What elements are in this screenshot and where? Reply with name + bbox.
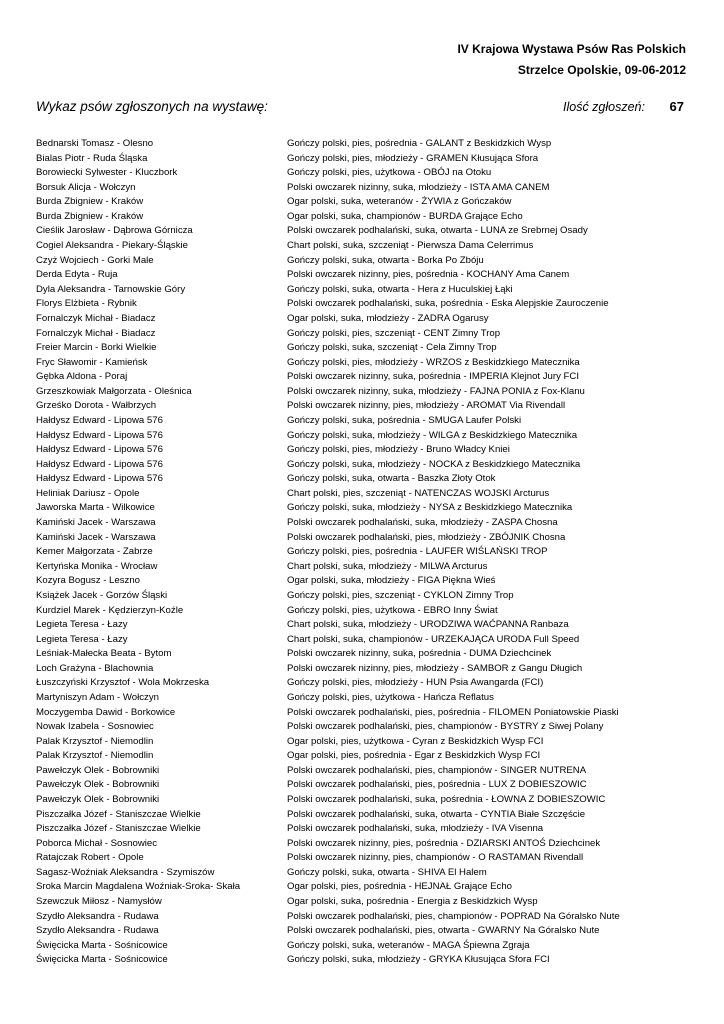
list-item [36,224,696,239]
owner-name: Bednarski Tomasz - Olesno [36,138,154,149]
list-item [36,399,696,414]
dog-entry: Ogar polski, suka, młodzieży - ZADRA Ogarusy [287,312,489,324]
owner-name: Gębka Aldona - Poraj [36,371,128,383]
list-item [36,822,696,837]
owner-name: Palak Krzysztof - Niemodlin [36,735,154,747]
dog-entry: Polski owczarek nizinny, pies, młodzieży - AROMAT Via Rivendall [287,400,566,412]
dog-entry: Chart polski, suka, championów - URZEKAJĄCA URODA Full Speed [287,633,580,645]
list-item [36,458,696,473]
list-item [36,574,696,589]
list-item [36,953,696,968]
dog-entry: Polski owczarek podhalański, pies, otwarta - GWARNY Na Góralsko Nute [287,925,600,937]
list-item [36,370,696,385]
list-item [36,195,696,210]
owner-name: Kamiński Jacek - Warszawa [36,531,156,543]
dog-entry: Gończy polski, pies, pośrednia - LAUFER WIŚLAŃSKI TROP [287,546,548,558]
dog-entry: Gończy polski, suka, młodzieży - NOCKA z Beskidzkiego Matecznika [287,458,581,470]
dog-entry: Polski owczarek podhalański, pies, championów - BYSTRY z Siwej Polany [287,721,604,733]
owner-name: Burda Zbigniew - Kraków [36,196,144,208]
owner-name: Hałdysz Edward - Lipowa 576 [36,414,163,426]
owner-name: Hałdysz Edward - Lipowa 576 [36,473,163,485]
owner-name: Grześko Dorota - Wałbrzych [36,400,157,412]
list-item [36,691,696,706]
dog-entry: Gończy polski, suka, otwarta - Baszka Złoty Otok [287,473,496,485]
owner-name: Borsuk Alicja - Wołczyn [36,181,136,193]
dog-entry: Gończy polski, pies, młodzieży - WRZOS z Beskidzkiego Matecznika [287,356,580,368]
entries-count-value: 67 [669,99,684,114]
dog-entry: Gończy polski, pies, młodzieży - Bruno Władcy Kniei [287,444,510,456]
dog-entry: Gończy polski, suka, weteranów - MAGA Śpiewna Zgraja [287,939,530,951]
owner-name: Święcicka Marta - Sośnicowice [36,939,168,951]
list-item [36,385,696,400]
owner-name: Ratajczak Robert - Opole [36,852,144,864]
list-item [36,181,696,196]
dog-entry: Polski owczarek nizinny, suka, pośrednia - IMPERIA Klejnot Jury FCI [287,371,580,383]
list-item [36,924,696,939]
dog-entry: Ogar polski, pies, użytkowa - Cyran z Beskidzkich Wysp FCI [287,735,544,747]
dog-entry: Polski owczarek podhalański, pies, championów - POPRAD Na Góralsko Nute [287,910,620,922]
owner-name: Fryc Sławomir - Kamieńsk [36,356,148,368]
owner-name: Czyż Wojciech - Gorki Male [36,254,154,266]
dog-entry: Chart polski, pies, szczeniąt - NATENCZAS WOJSKI Arcturus [287,487,550,499]
list-item [36,880,696,895]
list-item [36,210,696,225]
owner-name: Kozyra Bogusz - Leszno [36,575,140,587]
list-item [36,254,696,269]
dog-entry: Ogar polski, suka, młodzieży - FIGA Piękna Wieś [287,575,496,587]
list-item [36,676,696,691]
dog-entry: Ogar polski, suka, weteranów - ŻYWIA z Gończaków [287,196,512,208]
list-item [36,545,696,560]
owner-name: Piszczałka Józef - Staniszczae Wielkie [36,808,201,820]
list-item [36,720,696,735]
entries-list [36,137,696,968]
owner-name: Pawełczyk Olek - Bobrowniki [36,794,160,806]
dog-entry: Polski owczarek podhalański, suka, pośrednia - Eska Alepjskie Zauroczenie [287,298,609,310]
list-item [36,662,696,677]
list-item [36,793,696,808]
list-item [36,312,696,327]
dog-entry: Polski owczarek nizinny, pies, młodzieży - SAMBOR z Gangu Długich [287,662,583,674]
owner-name: Moczygemba Dawid - Borkowice [36,706,176,718]
dog-entry: Polski owczarek nizinny, suka, pośrednia - DUMA Dziechcinek [287,648,552,660]
dog-entry: Polski owczarek podhalański, suka, otwarta - LUNA ze Srebrnej Osady [287,225,588,237]
list-item [36,516,696,531]
dog-entry: Gończy polski, suka, otwarta - Borka Po Zbóju [287,254,484,266]
list-item [36,560,696,575]
owner-name: Leśniak-Małecka Beata - Bytom [36,648,172,660]
list-item [36,647,696,662]
dog-entry: Gończy polski, suka, pośrednia - SMUGA Laufer Polski [287,414,522,426]
list-item [36,895,696,910]
owner-name: Derda Edyta - Ruja [36,269,118,281]
owner-name: Kertyńska Monika - Wrocław [36,560,158,572]
list-item [36,283,696,298]
list-item [36,837,696,852]
dog-entry: Ogar polski, pies, pośrednia - Egar z Beskidzkich Wysp FCI [287,750,541,762]
dog-entry: Chart polski, suka, szczeniąt - Pierwsza Dama Celerrimus [287,240,534,252]
list-item [36,589,696,604]
owner-name: Cogiel Aleksandra - Piekary-Śląskie [36,240,188,252]
dog-entry: Chart polski, suka, młodzieży - URODZIWA WAĆPANNA Ranbaza [287,619,569,631]
owner-name: Szewczuk Miłosz - Namysłów [36,896,162,908]
owner-name: Loch Grażyna - Blachownia [36,662,154,674]
dog-entry: Polski owczarek nizinny, pies, pośrednia - KOCHANY Ama Canem [287,269,570,281]
owner-name: Szydło Aleksandra - Rudawa [36,910,159,922]
owner-name: Florys Elżbieta - Rybnik [36,298,137,310]
dog-entry: Ogar polski, pies, pośrednia - HEJNAŁ Grające Echo [287,881,513,893]
list-item [36,443,696,458]
list-item [36,429,696,444]
owner-name: Nowak Izabela - Sosnowiec [36,721,154,733]
list-item [36,633,696,648]
owner-name: Freier Marcin - Borki Wielkie [36,342,157,354]
owner-name: Hałdysz Edward - Lipowa 576 [36,458,163,470]
list-item [36,472,696,487]
list-item [36,735,696,750]
owner-name: Pawełczyk Olek - Bobrowniki [36,779,160,791]
dog-entry: Chart polski, suka, młodzieży - MILWA Arcturus [287,560,488,572]
dog-entry: Polski owczarek podhalański, pies, pośrednia - FILOMEN Poniatowskie Piaski [287,706,619,718]
list-item [36,808,696,823]
owner-name: Poborca Michał - Sosnowiec [36,837,158,849]
list-item [36,910,696,925]
event-location-date: Strzelce Opolskie, 09-06-2012 [517,63,686,77]
list-item [36,166,696,181]
owner-name: Dyla Aleksandra - Tarnowskie Góry [36,283,186,295]
list-item [36,327,696,342]
owner-name: Heliniak Dariusz - Opole [36,487,140,499]
list-item [36,618,696,633]
owner-name: Grzeszkowiak Małgorzata - Oleśnica [36,385,192,397]
dog-entry: Gończy polski, pies, użytkowa - OBÓJ na Otoku [287,167,492,179]
dog-entry: Polski owczarek podhalański, pies, młodzieży - ZBÓJNIK Chosna [287,531,566,543]
owner-name: Kamiński Jacek - Warszawa [36,517,156,529]
dog-entry: Polski owczarek podhalański, pies, championów - SINGER NUTRENA [287,764,587,776]
list-item [36,939,696,954]
list-item [36,356,696,371]
owner-name: Kemer Małgorzata - Zabrze [36,546,153,558]
owner-name: Hałdysz Edward - Lipowa 576 [36,444,163,456]
dog-entry: Gończy polski, suka, szczeniąt - Cela Zimny Trop [287,342,497,354]
list-item [36,268,696,283]
entries-count-label: Ilość zgłoszeń: [563,100,645,114]
dog-entry: Gończy polski, suka, młodzieży - NYSA z Beskidzkiego Matecznika [287,502,573,514]
owner-name: Cieślik Jarosław - Dąbrowa Górnicza [36,225,193,237]
list-item [36,706,696,721]
owner-name: Pawełczyk Olek - Bobrowniki [36,764,160,776]
owner-name: Szydło Aleksandra - Rudawa [36,925,159,937]
owner-name: Palak Krzysztof - Niemodlin [36,750,154,762]
dog-entry: Ogar polski, suka, pośrednia - Energia z Beskidzkich Wysp [287,896,538,908]
owner-name: Fornalczyk Michał - Biadacz [36,327,156,339]
owner-name: Fornalczyk Michał - Biadacz [36,312,156,324]
dog-entry: Polski owczarek podhalański, suka, młodzieży - IVA Visenna [287,823,544,835]
list-item [36,137,696,152]
dog-entry: Gończy polski, pies, szczeniąt - CYKLON Zimny Trop [287,589,514,601]
dog-entry: Polski owczarek nizinny, suka, młodzieży - FAJNA PONIA z Fox-Klanu [287,385,585,397]
owner-name: Borowiecki Sylwester - Kluczbork [36,167,178,179]
dog-entry: Gończy polski, pies, młodzieży - GRAMEN Kłusująca Sfora [287,152,539,164]
dog-entry: Gończy polski, pies, młodzieży - HUN Psia Awangarda (FCI) [287,677,544,689]
owner-name: Łuszczyński Krzysztof - Wola Mokrzeska [36,677,210,689]
dog-entry: Gończy polski, suka, młodzieży - GRYKA Kłusująca Sfora FCI [287,954,550,966]
owner-name: Sagasz-Woźniak Aleksandra - Szymiszów [36,866,215,878]
list-item [36,866,696,881]
dog-entry: Polski owczarek nizinny, pies, championów - O RASTAMAN Rivendall [287,852,584,864]
list-item [36,531,696,546]
list-item [36,604,696,619]
owner-name: Książek Jacek - Gorzów Śląski [36,589,168,601]
dog-entry: Polski owczarek nizinny, suka, młodzieży - ISTA AMA CANEM [287,181,550,193]
owner-name: Jaworska Marta - Wilkowice [36,502,155,514]
dog-entry: Gończy polski, suka, młodzieży - WILGA z Beskidzkiego Matecznika [287,429,578,441]
owner-name: Martyniszyn Adam - Wołczyn [36,691,159,703]
list-item [36,239,696,254]
list-item [36,778,696,793]
list-item [36,487,696,502]
owner-name: Legieta Teresa - Łazy [36,633,128,645]
list-item [36,851,696,866]
dog-entry: Gończy polski, pies, pośrednia - GALANT z Beskidzkich Wysp [287,138,552,149]
dog-entry: Polski owczarek podhalański, pies, pośrednia - LUX Z DOBIESZOWIC [287,779,587,791]
list-item [36,341,696,356]
dog-entry: Ogar polski, suka, championów - BURDA Grające Echo [287,210,523,222]
list-item [36,297,696,312]
list-item [36,501,696,516]
owner-name: Sroka Marcin Magdalena Woźniak-Sroka- Skała [36,881,241,893]
dog-entry: Polski owczarek nizinny, pies, pośrednia - DZIARSKI ANTOŚ Dziechcinek [287,837,601,849]
dog-entry: Polski owczarek podhalański, suka, otwarta - CYNTIA Białe Szczęście [287,808,586,820]
owner-name: Legieta Teresa - Łazy [36,619,128,631]
dog-entry: Polski owczarek podhalański, suka, pośrednia - ŁOWNA Z DOBIESZOWIC [287,794,606,806]
dog-entry: Gończy polski, suka, otwarta - Hera z Huculskiej Łąki [287,283,513,295]
owner-name: Hałdysz Edward - Lipowa 576 [36,429,163,441]
owner-name: Burda Zbigniew - Kraków [36,210,144,222]
dog-entry: Gończy polski, pies, użytkowa - Hańcza Reflatus [287,691,494,703]
owner-name: Bialas Piotr - Ruda Śląska [36,152,148,164]
owner-name: Święcicka Marta - Sośnicowice [36,954,168,966]
list-item [36,764,696,779]
dog-entry: Gończy polski, pies, użytkowa - EBRO Inny Świat [287,604,498,616]
list-item [36,152,696,167]
list-item [36,749,696,764]
document-title: IV Krajowa Wystawa Psów Ras Polskich [457,42,686,56]
list-heading: Wykaz psów zgłoszonych na wystawę: [36,99,268,114]
dog-entry: Gończy polski, suka, otwarta - SHIVA El Halem [287,866,487,878]
dog-entry: Gończy polski, pies, szczeniąt - CENT Zimny Trop [287,327,501,339]
owner-name: Kurdziel Marek - Kędzierzyn-Koźle [36,604,184,616]
list-item [36,414,696,429]
owner-name: Piszczałka Józef - Staniszczae Wielkie [36,823,201,835]
dog-entry: Polski owczarek podhalański, suka, młodzieży - ZASPA Chosna [287,517,558,529]
